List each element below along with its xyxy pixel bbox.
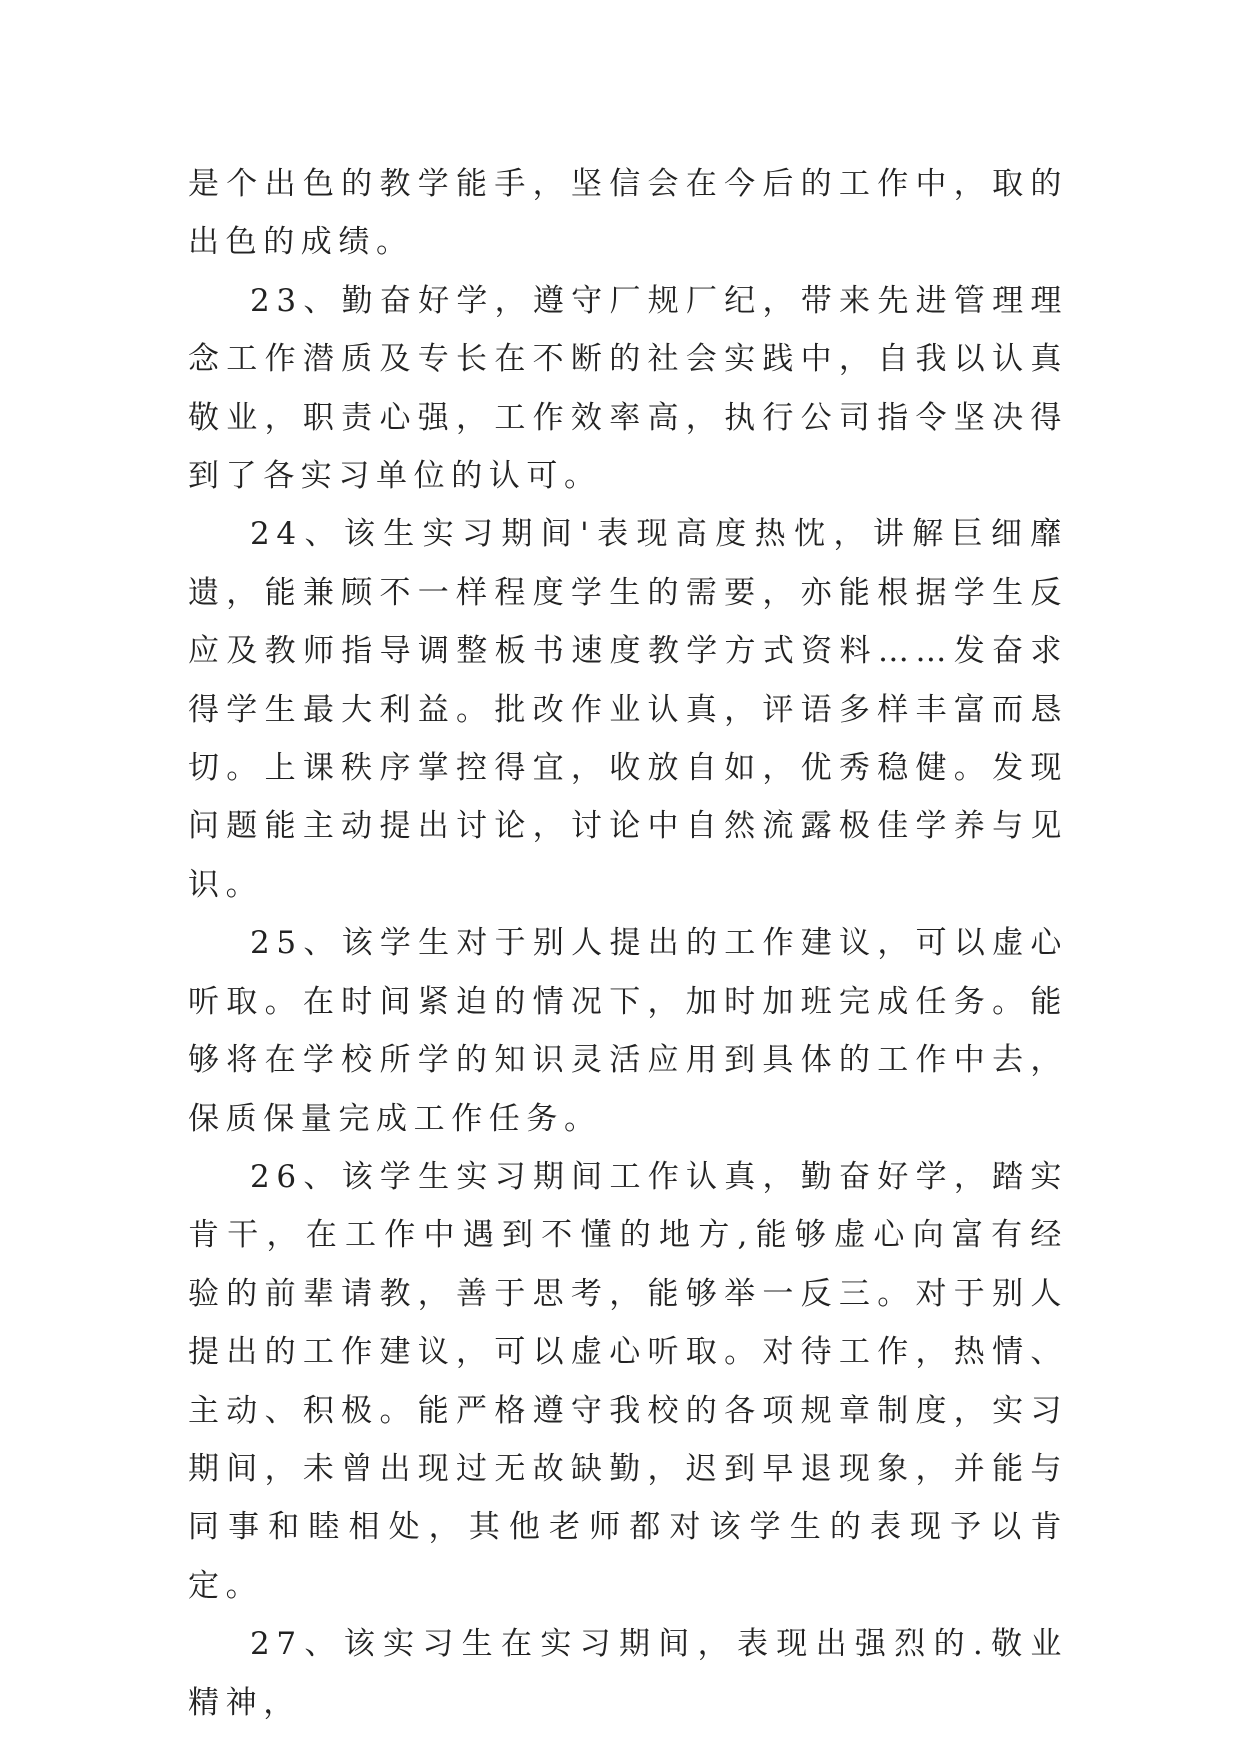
paragraph-24: 24、该生实习期间'表现高度热忱，讲解巨细靡遗，能兼顾不一样程度学生的需要，亦能根据学生反应及教师指导调整板书速度教学方式资料……发奋求得学生最大利益。批改作业认真，评语多样丰富而恳切。上课秩序掌控得宜，收放自如，优秀稳健。发现问题能主动提出讨论，讨论中自然流露极佳学养与见识。 — [188, 516, 1068, 903]
paragraph-26: 26、该学生实习期间工作认真，勤奋好学，踏实肯干，在工作中遇到不懂的地方,能够虚心向富有经验的前辈请教，善于思考，能够举一反三。对于别人提出的工作建议，可以虚心听取。对待工作，热情、主动、积极。能严格遵守我校的各项规章制度，实习期间，未曾出现过无故缺勤，迟到早退现象，并能与同事和睦相处，其他老师都对该学生的表现予以肯定。 — [188, 1158, 1068, 1604]
paragraph-continuation: 是个出色的教学能手，坚信会在今后的工作中，取的出色的成绩。 — [188, 166, 1068, 261]
paragraph-27: 27、该实习生在实习期间，表现出强烈的.敬业精神， — [188, 1626, 1068, 1721]
paragraph-25: 25、该学生对于别人提出的工作建议，可以虚心听取。在时间紧迫的情况下，加时加班完成任务。能够将在学校所学的知识灵活应用到具体的工作中去，保质保量完成工作任务。 — [188, 925, 1068, 1137]
body-text — [188, 155, 1068, 1732]
paragraph-23: 23、勤奋好学，遵守厂规厂纪，带来先进管理理念工作潜质及专长在不断的社会实践中，自我以认真敬业，职责心强，工作效率高，执行公司指令坚决得到了各实习单位的认可。 — [188, 282, 1068, 495]
